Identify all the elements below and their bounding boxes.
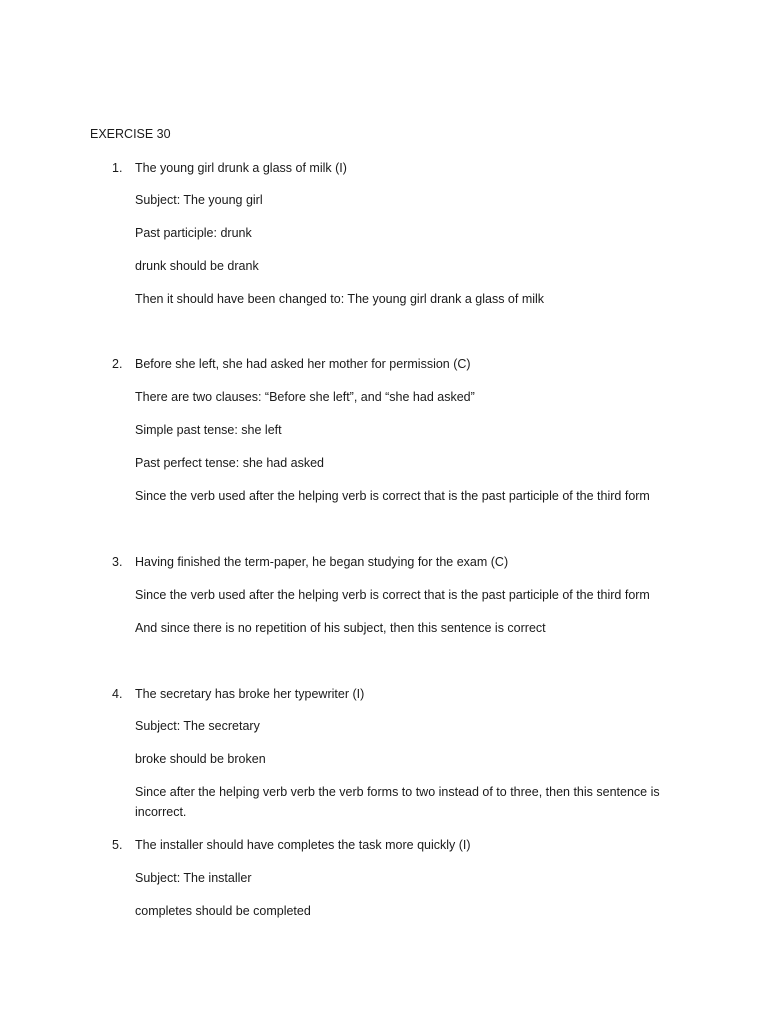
item-2-note: There are two clauses: “Before she left”, and “she had asked” (135, 390, 475, 404)
item-3-sentence: Having finished the term-paper, he began studying for the exam (C) (135, 555, 509, 569)
item-4-note: Subject: The secretary (135, 719, 260, 733)
item-4-number: 4. (112, 687, 123, 701)
item-2-sentence: Before she left, she had asked her mother for permission (C) (135, 357, 471, 371)
item-5-sentence: The installer should have completes the task more quickly (I) (135, 838, 471, 852)
item-1-note: Subject: The young girl (135, 193, 263, 207)
item-2-number: 2. (112, 357, 123, 371)
exercise-title: EXERCISE 30 (90, 127, 171, 141)
item-4-note: broke should be broken (135, 752, 266, 766)
item-5-note: completes should be completed (135, 904, 311, 918)
item-3-number: 3. (112, 555, 123, 569)
item-4-note: Since after the helping verb verb the verb forms to two instead of to three, then this sentence is incorrect. (135, 785, 660, 819)
item-1-number: 1. (112, 161, 123, 175)
item-1-sentence: The young girl drunk a glass of milk (I) (135, 161, 347, 175)
item-5-note: Subject: The installer (135, 871, 252, 885)
item-2-note: Simple past tense: she left (135, 423, 282, 437)
item-4-sentence: The secretary has broke her typewriter (I) (135, 687, 365, 701)
item-2-note: Since the verb used after the helping verb is correct that is the past participle of the third form (135, 489, 650, 503)
item-1-note: drunk should be drank (135, 259, 259, 273)
item-3-note: And since there is no repetition of his subject, then this sentence is correct (135, 621, 546, 635)
item-3-note: Since the verb used after the helping verb is correct that is the past participle of the third form (135, 588, 650, 602)
item-1-note: Then it should have been changed to: The young girl drank a glass of milk (135, 292, 545, 306)
item-5-number: 5. (112, 838, 123, 852)
item-2-note: Past perfect tense: she had asked (135, 456, 325, 470)
item-1-note: Past participle: drunk (135, 226, 252, 240)
